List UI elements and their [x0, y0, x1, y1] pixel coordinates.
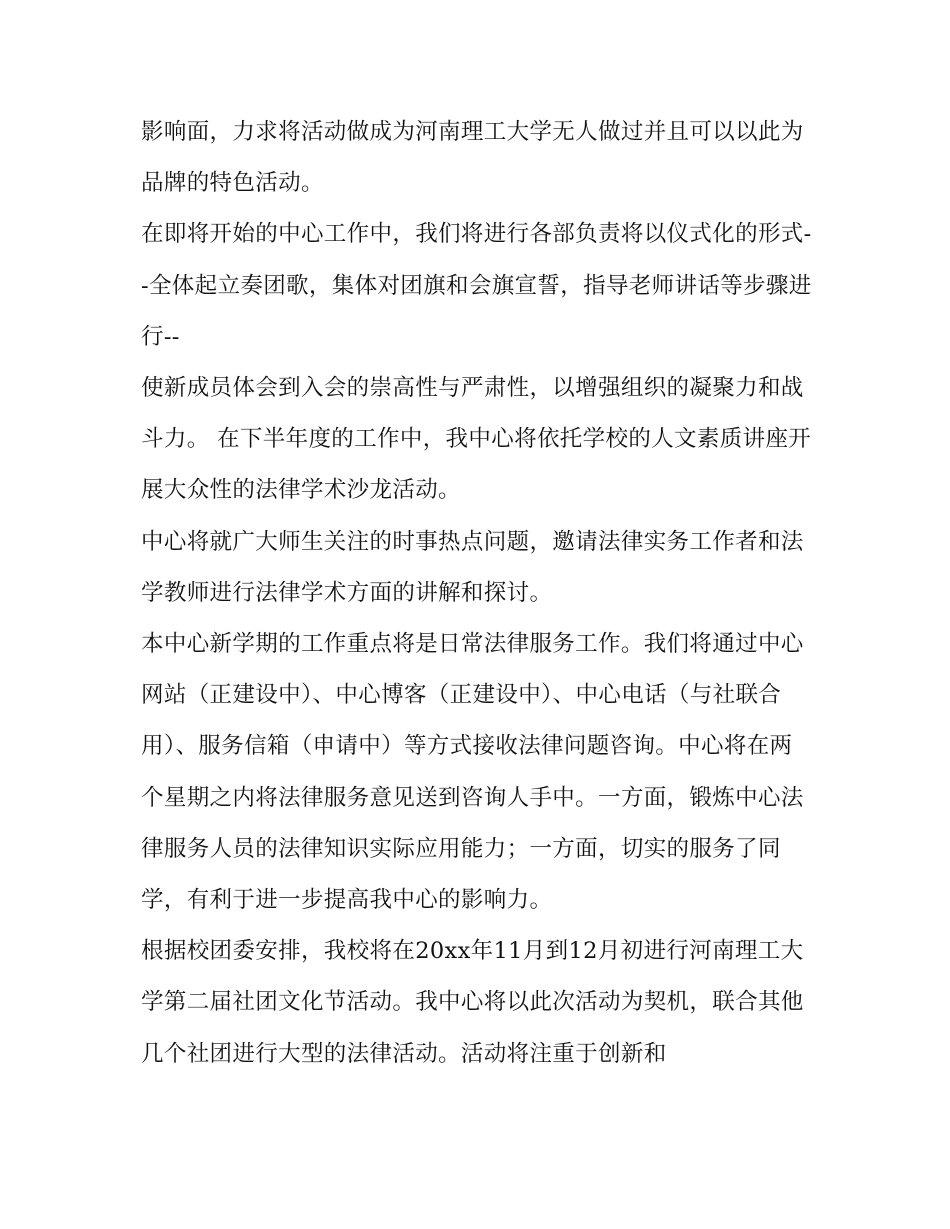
- paragraph-5: 本中心新学期的工作重点将是日常法律服务工作。我们将通过中心网站（正建设中）、中心博客（正建设中）、中心电话（与社联合用）、服务信箱（申请中）等方式接收法律问题咨询。中心将在两个星期之内将法律服务意见送到咨询人手中。一方面，锻炼中心法律服务人员的法律知识实际应用能力；一方面，切实的服务了同学，有利于进一步提高我中心的影响力。: [141, 631, 804, 914]
- paragraph-4: 中心将就广大师生关注的时事热点问题，邀请法律实务工作者和法学教师进行法律学术方面的讲解和探讨。: [141, 528, 804, 606]
- paragraph-2: 在即将开始的中心工作中，我们将进行各部负责将以仪式化的形式--全体起立奏团歌，集体对团旗和会旗宣誓，指导老师讲话等步骤进行--: [141, 221, 812, 350]
- paragraph-1: 影响面，力求将活动做成为河南理工大学无人做过并且可以以此为品牌的特色活动。: [141, 119, 804, 197]
- paragraph-3: 使新成员体会到入会的崇高性与严肃性，以增强组织的凝聚力和战斗力。 在下半年度的工作中，我中心将依托学校的人文素质讲座开展大众性的法律学术沙龙活动。: [141, 375, 812, 504]
- document-body: [141, 107, 813, 1080]
- paragraph-6: 根据校团委安排，我校将在20xx年11月到12月初进行河南理工大学第二届社团文化节活动。我中心将以此次活动为契机，联合其他几个社团进行大型的法律活动。活动将注重于创新和: [141, 938, 804, 1067]
